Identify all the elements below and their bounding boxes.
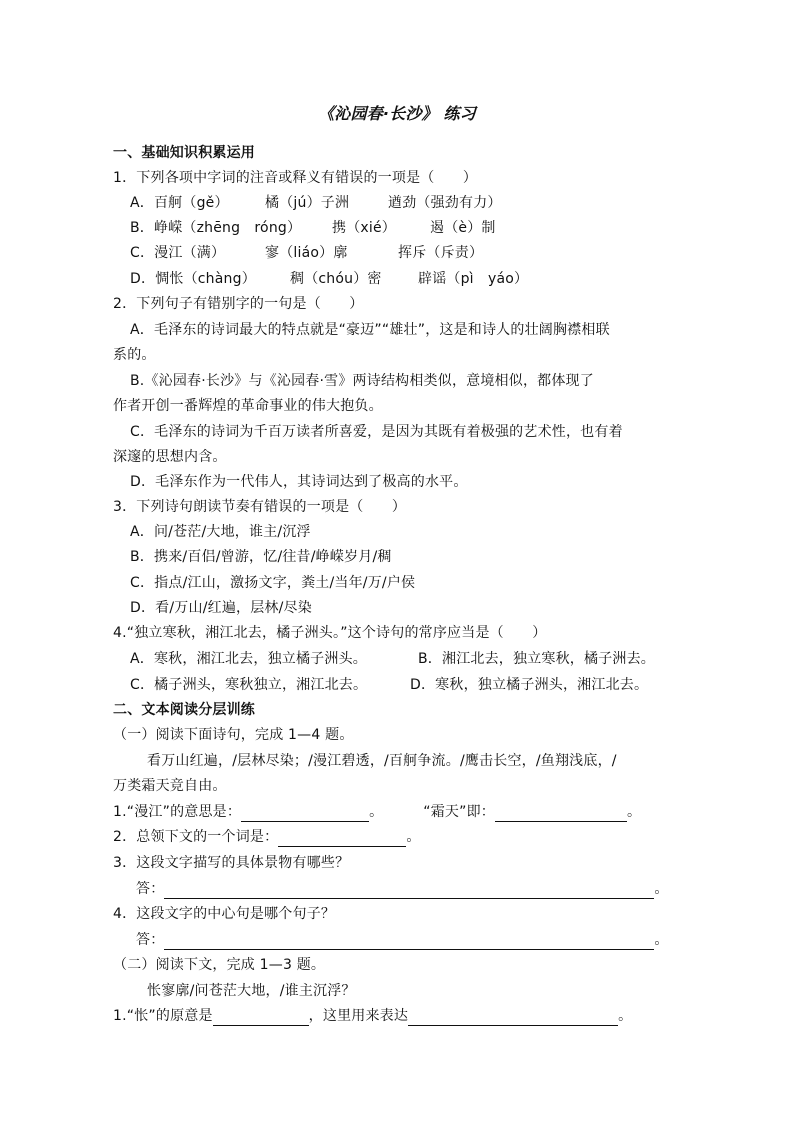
reading-q1-punct: 。 (369, 804, 384, 820)
q2-option-c-line1: C．毛泽东的诗词为千百万读者所喜爱，是因为其既有着极强的艺术性，也有着 (130, 424, 623, 440)
question-1-stem: 1．下列各项中字词的注音或释义有错误的一项是（ ） (113, 170, 478, 186)
reading-part1-intro: （一）阅读下面诗句，完成 1—4 题。 (113, 727, 354, 743)
reading-q2-prompt: 2．总领下文的一个词是： (113, 829, 279, 845)
q1-b-part3: 遏（è）制 (430, 220, 496, 236)
reading-q2-line (113, 827, 421, 847)
answer-blank-scenery[interactable] (164, 882, 654, 899)
answer-label: 答： (136, 881, 165, 897)
answer-blank-manjiang[interactable] (241, 805, 369, 822)
q1-b-part2: 携（xié） (332, 220, 396, 236)
reading-q2-end: 。 (406, 829, 421, 845)
part2-q1-end: 。 (618, 1008, 633, 1024)
answer-end: 。 (654, 932, 669, 948)
q4-option-a: A．寒秋，湘江北去，独立橘子洲头。 (130, 651, 367, 667)
answer-end: 。 (654, 881, 669, 897)
section-heading-basics: 一、基础知识积累运用 (113, 145, 255, 161)
answer-blank-chang-meaning[interactable] (213, 1009, 309, 1026)
answer-blank-expression[interactable] (408, 1009, 618, 1026)
q2-option-b-line1: B.《沁园春·长沙》与《沁园春·雪》两诗结构相类似，意境相似，都体现了 (130, 373, 594, 389)
q1-c-part3: 挥斥（斥责） (398, 245, 484, 261)
q4-option-b: B．湘江北去，独立寒秋，橘子洲去。 (418, 651, 656, 667)
reading-q3-answer-line (136, 879, 669, 899)
q1-c-part2: 寥（liáo）廓 (265, 245, 348, 261)
question-2-stem: 2．下列句子有错别字的一句是（ ） (113, 296, 364, 312)
reading-q1-end: 。 (627, 804, 642, 820)
answer-label: 答： (136, 932, 165, 948)
reading-q4-stem: 4．这段文字的中心句是哪个句子？ (113, 906, 336, 922)
reading-q3-stem: 3．这段文字描写的具体景物有哪些？ (113, 855, 350, 871)
q2-option-c-line2: 深邃的思想内含。 (113, 449, 227, 465)
part2-q1-prompt: 1.“怅”的原意是 (113, 1008, 213, 1024)
q2-option-a-line1: A．毛泽东的诗词最大的特点就是“豪迈”“雄壮”，这是和诗人的壮阔胸襟相联 (130, 322, 610, 338)
reading-q1-second-prompt: “霜天”即： (423, 804, 495, 820)
question-4-stem: 4.“独立寒秋，湘江北去，橘子洲头。”这个诗句的常序应当是（ ） (113, 625, 547, 641)
q1-c-part1: C．漫江（满） (130, 245, 226, 261)
poem-line-3: 怅寥廓/问苍茫大地，/谁主沉浮？ (147, 983, 356, 999)
reading-q1-line (113, 802, 641, 822)
reading-part2-q1-line (113, 1006, 632, 1026)
part2-q1-mid: ，这里用来表达 (308, 1008, 409, 1024)
poem-line-2: 万类霜天竞自由。 (113, 778, 227, 794)
q1-a-part2: 橘（jú）子洲 (265, 195, 350, 211)
answer-blank-central-sentence[interactable] (164, 933, 654, 950)
poem-line-1: 看万山红遍，/层林尽染；/漫江碧透，/百舸争流。/鹰击长空，/鱼翔浅底，/ (147, 753, 617, 769)
q1-d-part2: 稠（chóu）密 (290, 271, 382, 287)
reading-q1-prompt: 1.“漫江”的意思是： (113, 804, 242, 820)
q2-option-a-line2: 系的。 (113, 347, 156, 363)
q3-option-d: D．看/万山/红遍，层林/尽染 (130, 600, 312, 616)
reading-part2-intro: （二）阅读下文，完成 1—3 题。 (113, 957, 326, 973)
q3-option-c: C．指点/江山，激扬文字，粪土/当年/万/户侯 (130, 575, 416, 591)
q3-option-a: A．问/苍茫/大地，谁主/沉浮 (130, 524, 311, 540)
q4-option-c: C．橘子洲头，寒秋独立，湘江北去。 (130, 677, 368, 693)
q2-option-d: D．毛泽东作为一代伟人，其诗词达到了极高的水平。 (130, 474, 468, 490)
answer-blank-key-word[interactable] (278, 830, 406, 847)
q1-a-part3: 遒劲（强劲有力） (388, 195, 502, 211)
q4-option-d: D．寒秋，独立橘子洲头，湘江北去。 (410, 677, 649, 693)
q3-option-b: B．携来/百侣/曾游，忆/往昔/峥嵘岁月/稠 (130, 549, 392, 565)
answer-blank-shuangtian[interactable] (495, 805, 627, 822)
q1-b-part1: B．峥嵘（zhēng róng） (130, 220, 302, 236)
section-heading-reading: 二、文本阅读分层训练 (113, 702, 255, 718)
q1-d-part3: 辟谣（pì yáo） (418, 271, 529, 287)
q1-d-part1: D．惆怅（chàng） (130, 271, 256, 287)
q2-option-b-line2: 作者开创一番辉煌的革命事业的伟大抱负。 (113, 398, 383, 414)
page-title: 《沁园春·长沙》 练习 (318, 104, 476, 123)
q1-a-part1: A．百舸（gě） (130, 195, 229, 211)
reading-q4-answer-line (136, 930, 669, 950)
question-3-stem: 3．下列诗句朗读节奏有错误的一项是（ ） (113, 499, 407, 515)
